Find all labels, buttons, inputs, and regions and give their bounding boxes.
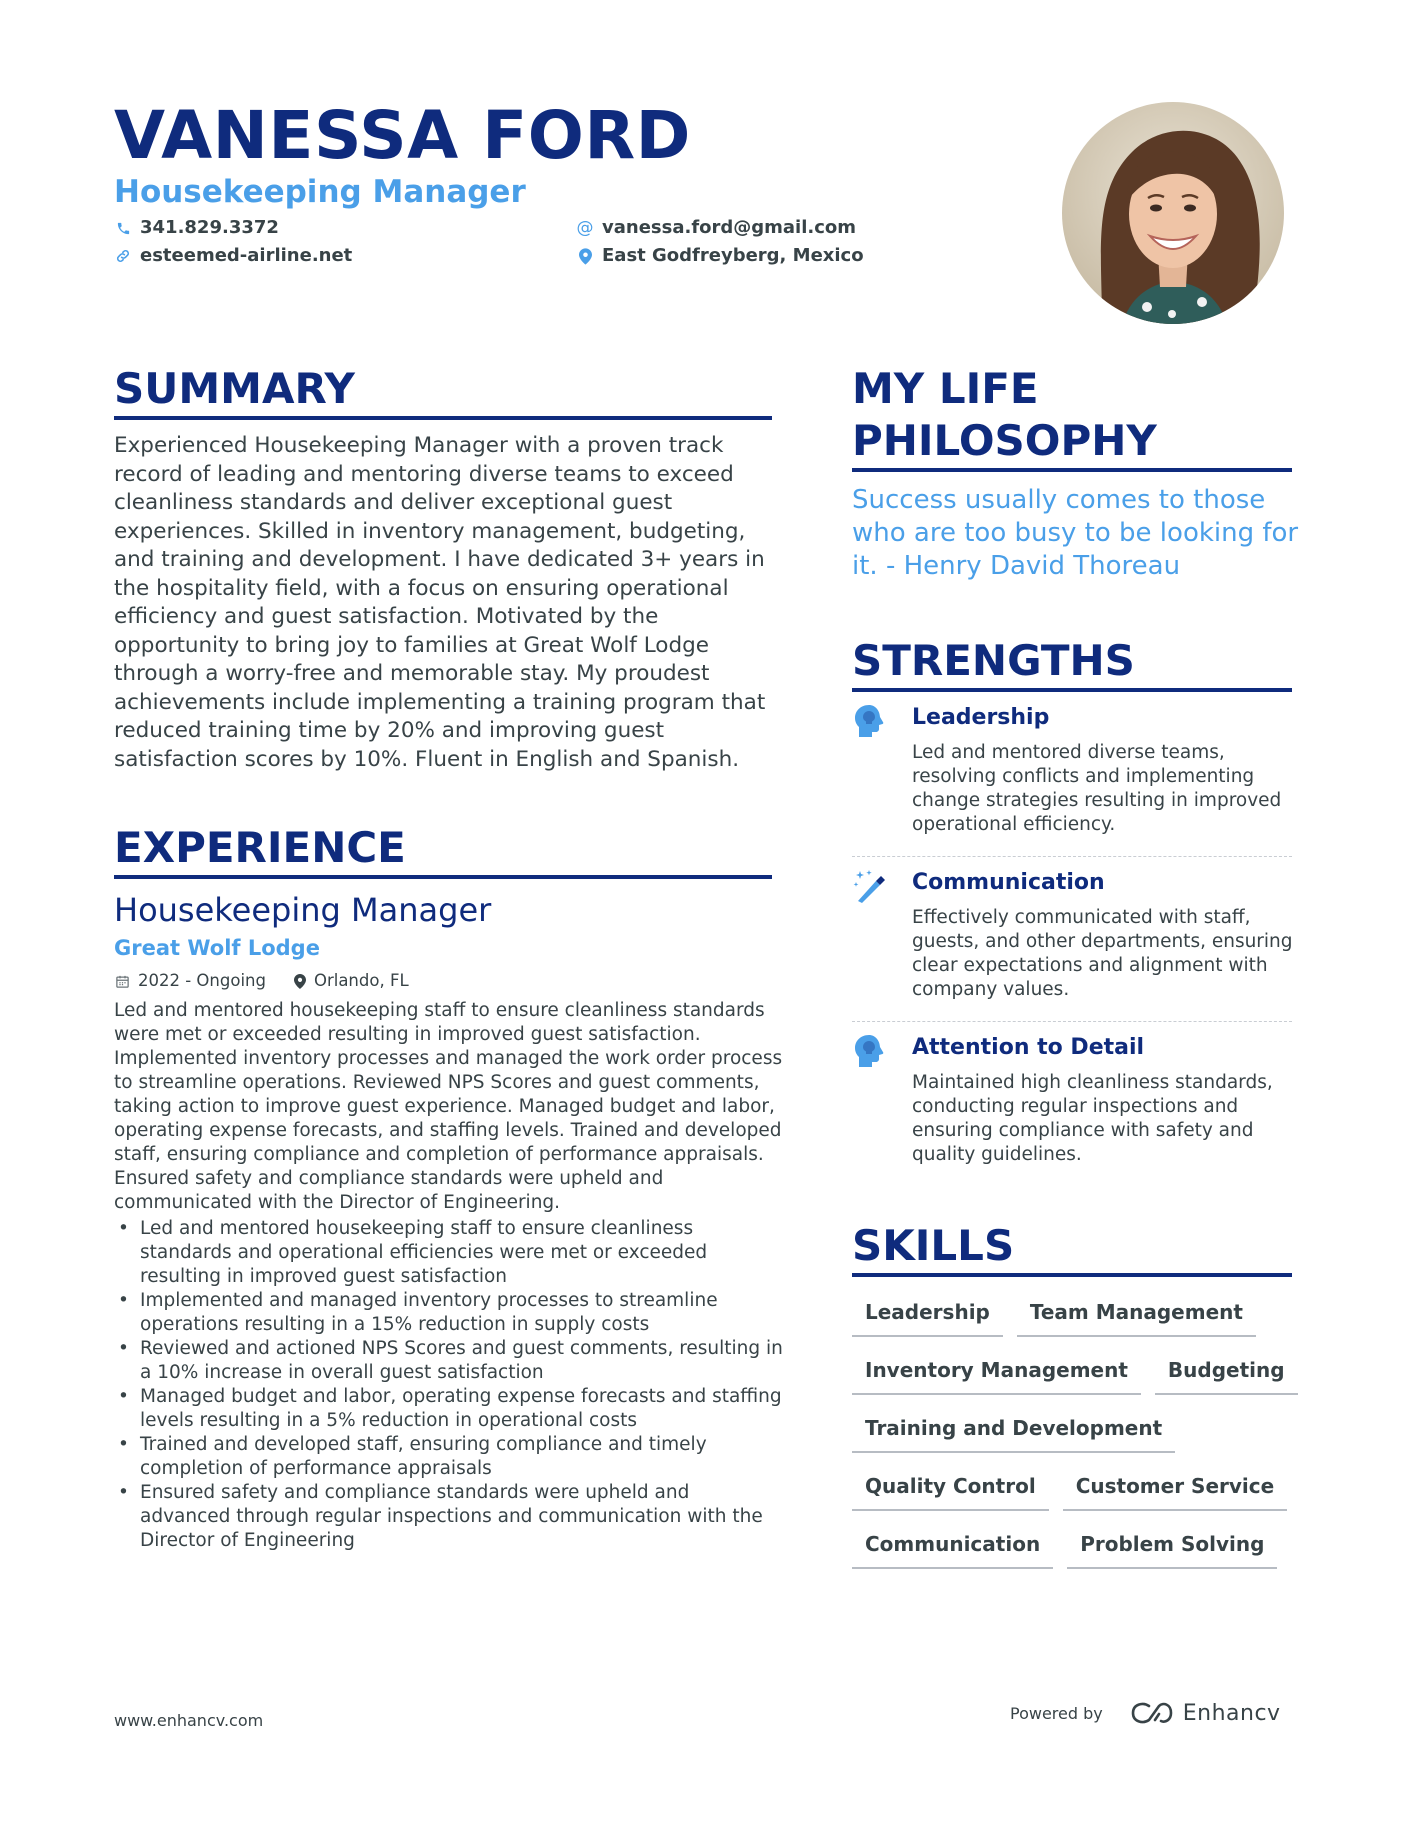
footer-branding xyxy=(1010,1700,1281,1726)
strength-description: Led and mentored diverse teams, resolving conflicts and implementing change strategies resulting in improved operational efficiency. xyxy=(912,742,1282,835)
list-item: • Trained and developed staff, ensuring compliance and timely completion of performance appraisals xyxy=(114,1433,784,1481)
contact-website xyxy=(114,243,352,269)
candidate-name: VANESSA FORD xyxy=(114,97,691,174)
enhancv-logo-icon xyxy=(1129,1700,1175,1726)
list-item: • Ensured safety and compliance standards were upheld and advanced through regular inspections and communication with the Director of Engineering xyxy=(114,1481,784,1553)
head-icon xyxy=(852,703,886,737)
skill-tag: Communication xyxy=(852,1523,1053,1569)
experience-bullets xyxy=(114,1217,784,1553)
strength-title: Leadership xyxy=(912,705,1050,730)
location-pin-icon xyxy=(576,247,594,265)
strength-description: Effectively communicated with staff, guests, and other departments, ensuring clear expectations and alignment with company values. xyxy=(912,907,1293,1000)
experience-company: Great Wolf Lodge xyxy=(114,936,320,960)
experience-meta xyxy=(114,970,409,992)
phone-text: 341.829.3372 xyxy=(140,217,279,238)
list-item: • Managed budget and labor, operating expense forecasts and staffing levels resulting in a 5% reduction in operational costs xyxy=(114,1385,784,1433)
skills-row xyxy=(852,1407,1175,1453)
magic-wand-icon xyxy=(852,868,886,902)
experience-location: Orlando, FL xyxy=(313,971,409,990)
email-link[interactable]: vanessa.ford@gmail.com xyxy=(602,217,857,238)
link-icon xyxy=(114,247,132,265)
divider xyxy=(852,856,1292,857)
philosophy-quote: Success usually comes to those who are too busy to be looking for it. - Henry David Thoreau xyxy=(852,485,1299,581)
strength-title: Attention to Detail xyxy=(912,1035,1145,1060)
divider xyxy=(852,1021,1292,1022)
skill-tag: Quality Control xyxy=(852,1465,1049,1511)
experience-description: Led and mentored housekeeping staff to ensure cleanliness standards were met or exceeded resulting in improved guest satisfaction. Implemented inventory processes and managed the work order process to streamline operations. Reviewed NPS Scores and guest comments, taking action to improve guest experience. Managed budget and labor, operating expense forecasts, and staffing levels. Trained and developed staff, ensuring compliance and completion of performance appraisals. Ensured safety and compliance standards were upheld and communicated with the Director of Engineering. xyxy=(114,1000,783,1213)
skills-heading: SKILLS xyxy=(852,1221,1292,1277)
head-icon xyxy=(852,1033,886,1067)
calendar-icon xyxy=(114,973,130,989)
profile-photo xyxy=(1062,102,1284,324)
skill-tag: Training and Development xyxy=(852,1407,1175,1453)
experience-dates: 2022 - Ongoing xyxy=(138,971,266,990)
skills-row xyxy=(852,1523,1277,1569)
list-item: • Led and mentored housekeeping staff to ensure cleanliness standards and operational efficiencies were met or exceeded resulting in improved guest satisfaction xyxy=(114,1217,784,1289)
skill-tag: Leadership xyxy=(852,1291,1003,1337)
experience-role: Housekeeping Manager xyxy=(114,891,492,929)
footer-website[interactable]: www.enhancv.com xyxy=(114,1711,264,1730)
skills-row xyxy=(852,1349,1298,1395)
strength-description: Maintained high cleanliness standards, conducting regular inspections and ensuring compliance with safety and quality guidelines. xyxy=(912,1072,1273,1165)
skill-tag: Problem Solving xyxy=(1067,1523,1277,1569)
contact-email xyxy=(576,215,856,241)
philosophy-heading-line1: MY LIFE xyxy=(852,364,1039,413)
skill-tag: Team Management xyxy=(1017,1291,1256,1337)
summary-text: Experienced Housekeeping Manager with a proven track record of leading and mentoring diverse teams to exceed cleanliness standards and deliver exceptional guest experiences. Skilled in inventory management, budgeting, and training and development. I have dedicated 3+ years in the hospitality field, with a focus on ensuring operational efficiency and guest satisfaction. Motivated by the opportunity to bring joy to families at Great Wolf Lodge through a worry-free and memorable stay. My proudest achievements include implementing a training program that reduced training time by 20% and improving guest satisfaction scores by 10%. Fluent in English and Spanish. xyxy=(114,433,766,772)
list-item: • Implemented and managed inventory processes to streamline operations resulting in a 15% reduction in supply costs xyxy=(114,1289,784,1337)
at-icon: @ xyxy=(576,218,594,238)
powered-by-label: Powered by xyxy=(1010,1703,1103,1723)
summary-heading: SUMMARY xyxy=(114,364,772,420)
skill-tag: Inventory Management xyxy=(852,1349,1141,1395)
website-link[interactable]: esteemed-airline.net xyxy=(140,245,353,266)
phone-icon xyxy=(114,219,132,237)
skills-row xyxy=(852,1291,1256,1337)
location-pin-icon xyxy=(292,973,308,989)
list-item: • Reviewed and actioned NPS Scores and guest comments, resulting in a 10% increase in overall guest satisfaction xyxy=(114,1337,784,1385)
location-text: East Godfreyberg, Mexico xyxy=(602,245,864,266)
candidate-title: Housekeeping Manager xyxy=(114,174,526,210)
enhancv-brand-name: Enhancv xyxy=(1182,1700,1281,1726)
contact-phone xyxy=(114,215,279,241)
philosophy-heading-line2: PHILOSOPHY xyxy=(852,416,1292,472)
strength-title: Communication xyxy=(912,870,1105,895)
experience-heading: EXPERIENCE xyxy=(114,823,772,879)
skills-row xyxy=(852,1465,1287,1511)
skill-tag: Budgeting xyxy=(1155,1349,1298,1395)
skill-tag: Customer Service xyxy=(1063,1465,1288,1511)
strengths-heading: STRENGTHS xyxy=(852,636,1292,692)
contact-location xyxy=(576,243,864,269)
